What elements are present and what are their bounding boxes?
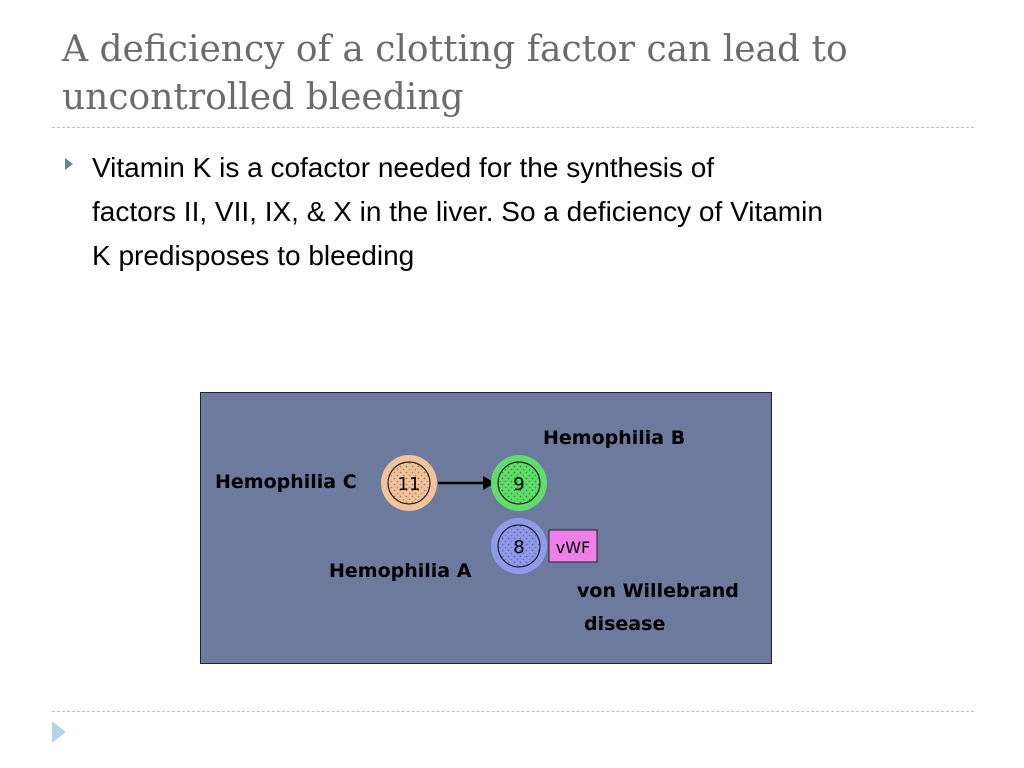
slide-title — [62, 26, 982, 122]
bullet-line-1: Vitamin K is a cofactor needed for the synthesis of — [92, 152, 715, 183]
label-hemophilia-a: Hemophilia A — [329, 560, 472, 582]
vwf-label: vWF — [555, 538, 591, 557]
footer-divider — [52, 711, 974, 712]
next-slide-icon[interactable] — [52, 721, 66, 743]
factor-8-node — [491, 518, 547, 574]
label-von-willebrand: von Willebrand — [577, 580, 739, 602]
factor-8-label: 8 — [513, 537, 525, 558]
clotting-factor-svg — [201, 393, 771, 663]
label-disease: disease — [584, 613, 666, 635]
title-divider — [52, 127, 974, 128]
vwf-box — [549, 530, 597, 562]
label-hemophilia-b: Hemophilia B — [543, 427, 686, 449]
label-hemophilia-c: Hemophilia C — [215, 471, 357, 493]
factor-9-label: 9 — [513, 474, 525, 495]
slide-title-line-1: A deficiency of a clotting factor can lead to — [62, 29, 848, 70]
factor-9-node — [491, 455, 547, 511]
factor-11-node — [381, 455, 437, 511]
activation-arrow — [438, 476, 495, 490]
bullet-line-3: K predisposes to bleeding — [92, 240, 415, 271]
slide-title-line-2: uncontrolled bleeding — [62, 77, 464, 118]
clotting-factor-diagram — [200, 392, 772, 664]
factor-11-label: 11 — [397, 474, 421, 495]
bullet-text — [92, 146, 972, 278]
bullet-arrow-icon — [65, 158, 73, 170]
bullet-line-2: factors II, VII, IX, & X in the liver. So a deficiency of Vitamin — [92, 196, 823, 227]
